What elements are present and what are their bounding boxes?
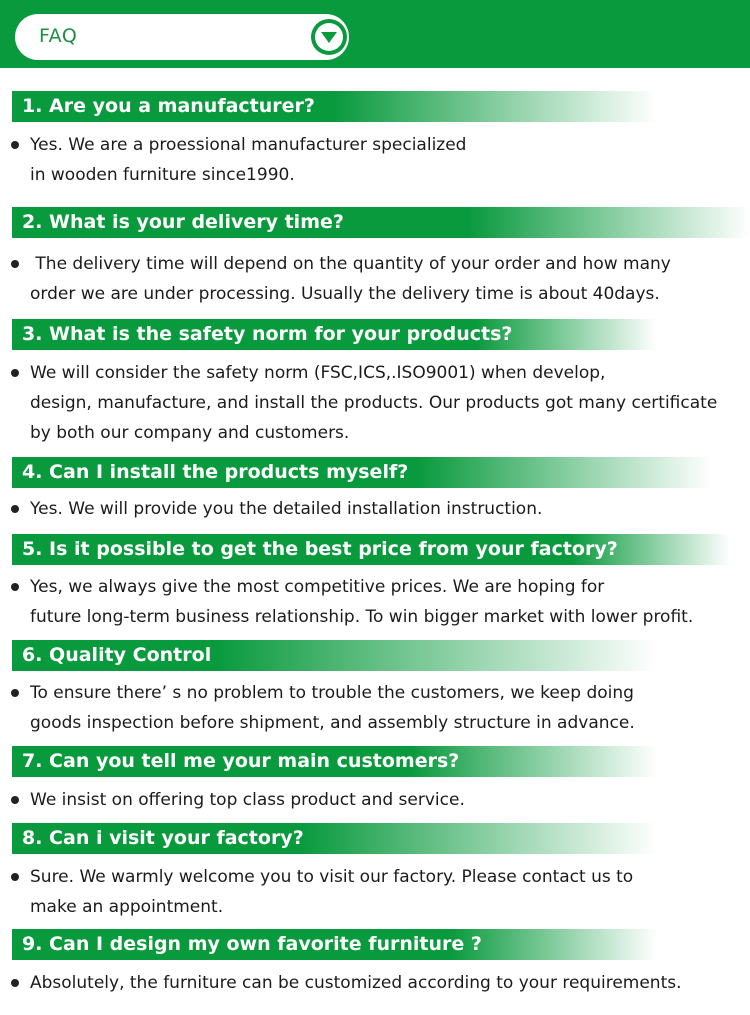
bullet-dot bbox=[11, 583, 19, 591]
faq-question-2: 2. What is your delivery time? bbox=[22, 211, 344, 233]
faq-question-bar-9 bbox=[12, 929, 657, 960]
bullet-dot bbox=[11, 796, 19, 804]
faq-question-bar-1 bbox=[12, 91, 657, 122]
faq-question-1: 1. Are you a manufacturer? bbox=[22, 95, 315, 117]
bullet-dot bbox=[11, 979, 19, 987]
faq-answer-9: Absolutely, the furniture can be customized according to your requirements. bbox=[30, 973, 682, 993]
faq-title: FAQ bbox=[39, 25, 78, 47]
faq-answer-3: We will consider the safety norm (FSC,ICS,.ISO9001) when develop, design, manufacture, and install the products. Our products got many certificate by both our company and customers. bbox=[30, 363, 718, 443]
bullet-dot bbox=[11, 505, 19, 513]
bullet-dot bbox=[11, 141, 19, 149]
faq-question-bar-5 bbox=[12, 534, 730, 565]
faq-question-9: 9. Can I design my own favorite furniture ? bbox=[22, 933, 482, 955]
faq-question-bar-3 bbox=[12, 319, 657, 350]
faq-question-4: 4. Can I install the products myself? bbox=[22, 461, 409, 483]
faq-question-7: 7. Can you tell me your main customers? bbox=[22, 750, 460, 772]
faq-question-6: 6. Quality Control bbox=[22, 644, 212, 666]
chevron-down-icon bbox=[311, 19, 347, 55]
faq-question-8: 8. Can i visit your factory? bbox=[22, 827, 304, 849]
faq-header bbox=[0, 0, 750, 68]
bullet-dot bbox=[11, 689, 19, 697]
faq-question-5: 5. Is it possible to get the best price from your factory? bbox=[22, 538, 618, 560]
faq-answer-7: We insist on offering top class product and service. bbox=[30, 790, 465, 810]
faq-question-bar-4 bbox=[12, 457, 712, 488]
faq-answer-2: The delivery time will depend on the quantity of your order and how many order we are under processing. Usually the delivery time is about 40days. bbox=[30, 254, 671, 304]
faq-question-bar-2 bbox=[12, 207, 750, 238]
bullet-dot bbox=[11, 873, 19, 881]
faq-question-bar-6 bbox=[12, 640, 657, 671]
faq-answer-8: Sure. We warmly welcome you to visit our factory. Please contact us to make an appointment. bbox=[30, 867, 634, 917]
faq-toggle-button[interactable] bbox=[311, 19, 347, 55]
faq-answer-1: Yes. We are a proessional manufacturer specialized in wooden furniture since1990. bbox=[30, 135, 467, 185]
faq-question-3: 3. What is the safety norm for your products? bbox=[22, 323, 513, 345]
faq-title-pill[interactable] bbox=[15, 14, 349, 60]
faq-question-bar-7 bbox=[12, 746, 657, 777]
bullet-dot bbox=[11, 369, 19, 377]
faq-answer-6: To ensure there’ s no problem to trouble the customers, we keep doing goods inspection before shipment, and assembly structure in advance. bbox=[30, 683, 635, 733]
faq-question-bar-8 bbox=[12, 823, 657, 854]
faq-answer-4: Yes. We will provide you the detailed installation instruction. bbox=[30, 499, 543, 519]
bullet-dot bbox=[11, 260, 19, 268]
faq-answer-5: Yes, we always give the most competitive prices. We are hoping for future long-term business relationship. To win bigger market with lower profit. bbox=[30, 577, 694, 627]
